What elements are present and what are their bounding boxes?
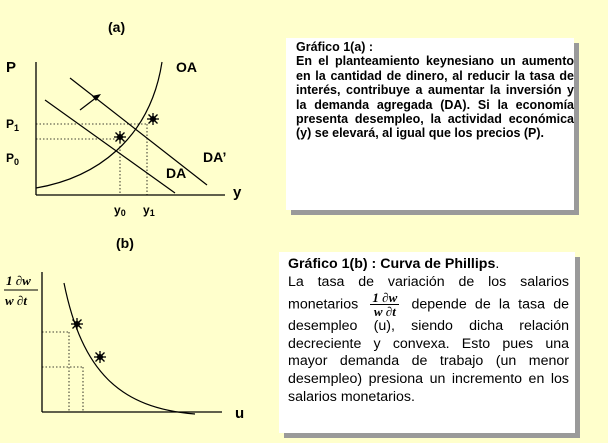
panel-b-y-axis-label [4, 273, 38, 308]
fraction-denominator: w ∂t [373, 304, 396, 320]
panel-b-guides [42, 332, 83, 412]
y1-label: y1 [143, 203, 155, 218]
oa-curve [36, 62, 162, 188]
panel-a-axes [36, 62, 225, 195]
phillips-point-low-marker [94, 351, 106, 363]
svg-text:1 ∂w: 1 ∂w [6, 273, 31, 288]
phillips-curve [64, 283, 195, 414]
fraction-numerator: 1 ∂w [372, 290, 398, 306]
panel-b-axes [42, 272, 222, 412]
wage-rate-fraction [370, 291, 399, 318]
caption-b-title: Gráfico 1(b) : Curva de Phillips [288, 256, 496, 272]
unemployment-axis-label: u [235, 405, 245, 422]
y0-label: y0 [114, 203, 126, 218]
caption-b-title-end: . [495, 256, 500, 272]
shift-arrow [80, 94, 101, 110]
da-line [45, 100, 175, 193]
da-prime-label: DA’ [203, 149, 227, 165]
panel-a-label: (a) [108, 19, 126, 35]
phillips-point-high-marker [71, 318, 83, 330]
da-label: DA [166, 165, 187, 181]
caption-a-body: En el planteamiento keynesiano un aumento en la cantidad de dinero, al reducir la tasa de interés, contribuye a aumentar la inversión y la demanda agregada (DA). Si la economía presenta desempleo, la actividad económica (y) se elevará, al igual que los precios (P). [296, 54, 574, 141]
caption-box-a [286, 38, 574, 210]
oa-label: OA [176, 59, 197, 75]
panel-b-label: (b) [116, 235, 134, 251]
caption-a-title: Gráfico 1(a) : [296, 40, 374, 54]
p0-label: $P_0$ [6, 151, 20, 167]
caption-b-intro: La tasa de variación de los salarios monetarios [288, 273, 569, 313]
caption-box-b [279, 252, 575, 433]
caption-b-body: depende de la tasa de desempleo (u), siendo dicha relación decreciente y convexa. Esto pues una mayor demanda de trabajo (un menor desempleo) presiona un incremento en los salarios monetarios. [288, 296, 569, 405]
p1-label: $P_1$ [6, 117, 20, 133]
svg-text:w ∂t: w ∂t [5, 293, 27, 308]
output-axis-label: y [233, 184, 242, 201]
equilibrium-initial-marker [114, 131, 126, 143]
equilibrium-new-marker [147, 113, 159, 125]
price-axis-label: P [6, 59, 17, 76]
